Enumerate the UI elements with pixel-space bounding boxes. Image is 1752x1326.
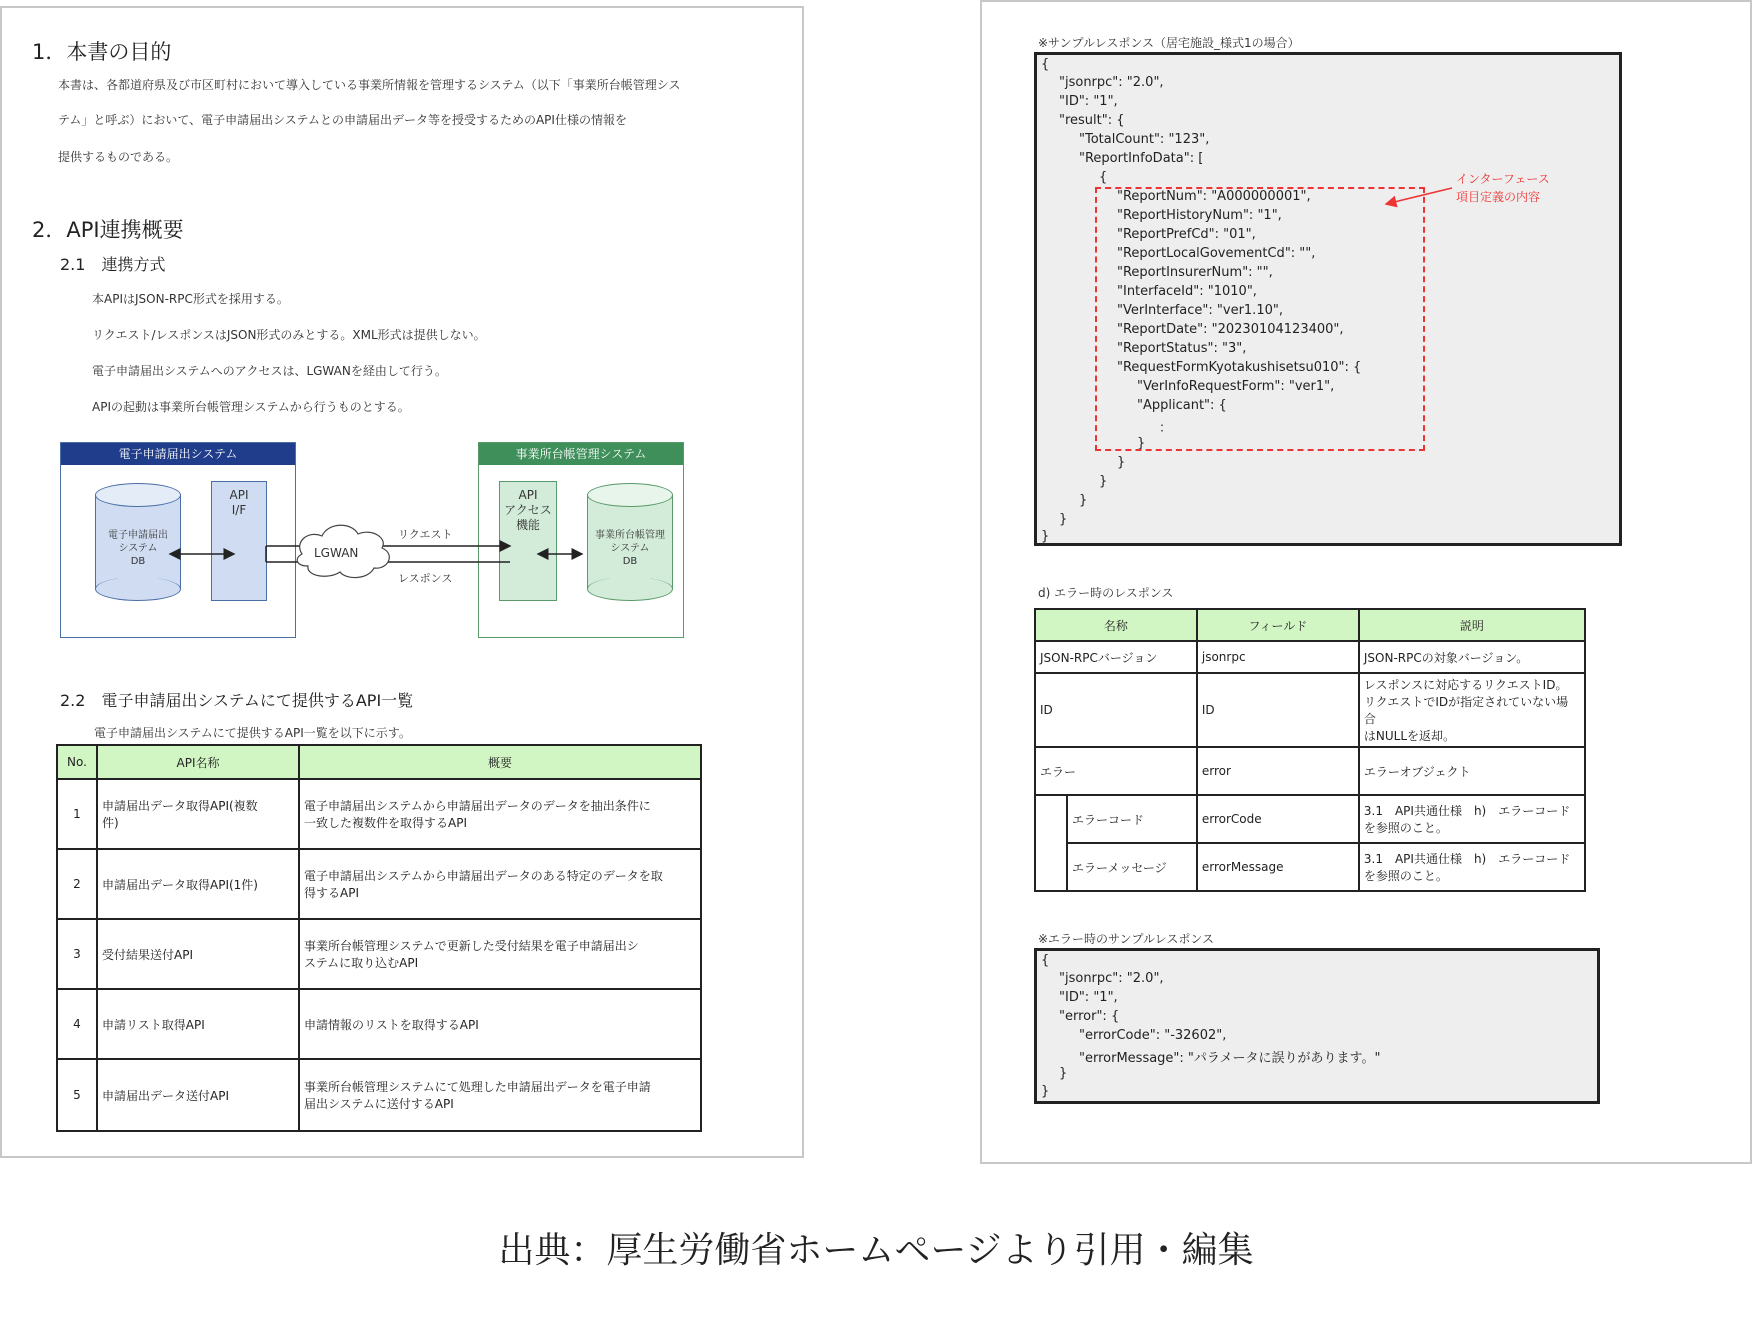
- col-api-name: API名称: [97, 745, 299, 779]
- row-field: errorCode: [1197, 795, 1359, 843]
- table-row: [57, 919, 701, 989]
- col-description: 説明: [1359, 609, 1585, 641]
- table-row: [1035, 673, 1585, 747]
- section-2-1-line-2: リクエスト/レスポンスはJSON形式のみとする。XML形式は提供しない。: [92, 328, 486, 342]
- code-line: "result": {: [1059, 113, 1125, 128]
- section-2-1-title: 2.1 連携方式: [60, 255, 166, 274]
- row-description: レスポンスに対応するリクエストID。 リクエストでIDが指定されていない場合 はNULLを返却。: [1359, 673, 1585, 747]
- code-line: }: [1041, 1084, 1050, 1099]
- col-summary: 概要: [299, 745, 701, 779]
- row-name: JSON-RPCバージョン: [1035, 641, 1197, 673]
- table-row: [1035, 843, 1585, 891]
- error-sample-code: [1034, 948, 1600, 1104]
- code-line: "RequestFormKyotakushisetsu010": {: [1117, 360, 1362, 375]
- ledger-db-label-3: DB: [622, 556, 638, 567]
- section-2-2-intro: 電子申請届出システムにて提供するAPI一覧を以下に示す。: [94, 726, 411, 740]
- request-label: リクエスト: [398, 528, 453, 541]
- document-page-right: [980, 0, 1752, 1164]
- row-no: 3: [57, 919, 97, 989]
- code-line: "jsonrpc": "2.0",: [1059, 75, 1164, 90]
- api-access-label-2: アクセス: [504, 503, 552, 517]
- row-no: 1: [57, 779, 97, 849]
- row-description: 3.1 API共通仕様 h) エラーコード を参照のこと。: [1359, 843, 1585, 891]
- section-2-1-line-4: APIの起動は事業所台帳管理システムから行うものとする。: [92, 400, 410, 414]
- electronic-db-label-1: 電子申請届出: [108, 530, 168, 541]
- code-line: {: [1041, 57, 1050, 72]
- row-name: ID: [1035, 673, 1197, 747]
- api-if-label-2: I/F: [231, 503, 247, 517]
- code-line: "Applicant": {: [1137, 398, 1227, 413]
- lgwan-label: LGWAN: [314, 546, 359, 560]
- ledger-system-header: 事業所台帳管理システム: [479, 443, 683, 465]
- sample-response-title: ※サンプルレスポンス（居宅施設_様式1の場合）: [1038, 36, 1300, 50]
- electronic-db-label-3: DB: [130, 556, 146, 567]
- code-line: "error": {: [1059, 1009, 1120, 1024]
- row-api-name: 申請届出データ送付API: [97, 1059, 299, 1131]
- table-row: [57, 779, 701, 849]
- row-name: エラーメッセージ: [1067, 843, 1197, 891]
- ledger-db-label-2: システム: [610, 543, 650, 554]
- row-no: 4: [57, 989, 97, 1059]
- code-line: }: [1059, 512, 1068, 527]
- row-field: ID: [1197, 673, 1359, 747]
- error-response-table: [1034, 608, 1586, 892]
- row-field: jsonrpc: [1197, 641, 1359, 673]
- section-1-line-1: 本書は、各都道府県及び市区町村において導入している事業所情報を管理するシステム（以下「事業所台帳管理シス: [58, 78, 681, 92]
- row-summary: 電子申請届出システムから申請届出データのデータを抽出条件に 一致した複数件を取得するAPI: [299, 779, 701, 849]
- code-line: }: [1041, 529, 1050, 544]
- ledger-db-label-1: 事業所台帳管理: [595, 530, 665, 541]
- row-description: エラーオブジェクト: [1359, 747, 1585, 795]
- section-2-1-line-3: 電子申請届出システムへのアクセスは、LGWANを経由して行う。: [92, 364, 447, 378]
- col-no: No.: [57, 745, 97, 779]
- code-line: "errorMessage": "パラメータに誤りがあります。": [1079, 1051, 1381, 1066]
- table-row: [57, 989, 701, 1059]
- annotation-arrow: [982, 2, 1752, 302]
- api-if-label-1: API: [229, 488, 249, 502]
- row-name: エラー: [1035, 747, 1197, 795]
- code-line: "TotalCount": "123",: [1079, 132, 1210, 147]
- api-access-label-3: 機能: [515, 518, 540, 532]
- code-line: }: [1117, 455, 1126, 470]
- indent-cell: [1035, 795, 1067, 891]
- row-no: 5: [57, 1059, 97, 1131]
- annotation-label: インターフェース 項目定義の内容: [1456, 172, 1550, 204]
- col-field: フィールド: [1197, 609, 1359, 641]
- api-access-label-1: API: [518, 488, 538, 502]
- code-line: }: [1059, 1066, 1068, 1081]
- table-row: [57, 849, 701, 919]
- code-line: }: [1137, 436, 1146, 451]
- code-line: "VerInfoRequestForm": "ver1",: [1137, 379, 1335, 394]
- source-caption: 出典：厚生労働省ホームページより引用・編集: [498, 1230, 1254, 1271]
- code-line: {: [1099, 170, 1108, 185]
- row-api-name: 申請届出データ取得API(1件): [97, 849, 299, 919]
- row-summary: 事業所台帳管理システムにて処理した申請届出データを電子申請 届出システムに送付するAPI: [299, 1059, 701, 1131]
- electronic-db-label-2: システム: [118, 543, 158, 554]
- table-row: [1035, 747, 1585, 795]
- code-line: "ReportHistoryNum": "1",: [1117, 208, 1282, 223]
- row-name: エラーコード: [1067, 795, 1197, 843]
- code-line: "ReportDate": "20230104123400",: [1117, 322, 1344, 337]
- code-line: "VerInterface": "ver1.10",: [1117, 303, 1283, 318]
- row-api-name: 受付結果送付API: [97, 919, 299, 989]
- table-row: [57, 1059, 701, 1131]
- row-field: errorMessage: [1197, 843, 1359, 891]
- row-api-name: 申請届出データ取得API(複数 件): [97, 779, 299, 849]
- document-page-left: [0, 6, 804, 1158]
- diagram-connectors: [2, 8, 806, 708]
- code-line: "ReportNum": "A000000001",: [1117, 189, 1311, 204]
- row-summary: 申請情報のリストを取得するAPI: [299, 989, 701, 1059]
- error-response-title: d) エラー時のレスポンス: [1038, 586, 1174, 600]
- code-line: "ReportInfoData": [: [1079, 151, 1204, 166]
- table-row: [1035, 795, 1585, 843]
- code-line: "ReportPrefCd": "01",: [1117, 227, 1256, 242]
- error-sample-title: ※エラー時のサンプルレスポンス: [1038, 932, 1214, 946]
- section-2-1-line-1: 本APIはJSON-RPC形式を採用する。: [92, 292, 289, 306]
- section-2-2-title: 2.2 電子申請届出システムにて提供するAPI一覧: [60, 691, 414, 710]
- row-field: error: [1197, 747, 1359, 795]
- electronic-system-header: 電子申請届出システム: [61, 443, 295, 465]
- row-description: JSON-RPCの対象バージョン。: [1359, 641, 1585, 673]
- code-line: "errorCode": "-32602",: [1079, 1028, 1227, 1043]
- code-line: "InterfaceId": "1010",: [1117, 284, 1257, 299]
- code-line: "ID": "1",: [1059, 990, 1118, 1005]
- section-1-line-3: 提供するものである。: [58, 150, 179, 164]
- code-line: "ReportLocalGovementCd": "",: [1117, 246, 1316, 261]
- api-list-table: [56, 744, 702, 1132]
- col-name: 名称: [1035, 609, 1197, 641]
- code-line: }: [1099, 474, 1108, 489]
- section-1-title: 1．本書の目的: [32, 40, 172, 64]
- code-line: }: [1079, 493, 1088, 508]
- row-api-name: 申請リスト取得API: [97, 989, 299, 1059]
- code-line: "ReportStatus": "3",: [1117, 341, 1247, 356]
- response-label: レスポンス: [398, 572, 453, 585]
- code-line: "jsonrpc": "2.0",: [1059, 971, 1164, 986]
- code-line: ：: [1159, 421, 1173, 436]
- section-1-line-2: テム」と呼ぶ）において、電子申請届出システムとの申請届出データ等を授受するためのAPI仕様の情報を: [58, 113, 627, 127]
- table-row: [1035, 641, 1585, 673]
- section-2-title: 2．API連携概要: [32, 218, 184, 242]
- row-description: 3.1 API共通仕様 h) エラーコード を参照のこと。: [1359, 795, 1585, 843]
- row-summary: 事業所台帳管理システムで更新した受付結果を電子申請届出シ ステムに取り込むAPI: [299, 919, 701, 989]
- row-summary: 電子申請届出システムから申請届出データのある特定のデータを取 得するAPI: [299, 849, 701, 919]
- code-line: "ID": "1",: [1059, 94, 1118, 109]
- code-line: {: [1041, 953, 1050, 968]
- row-no: 2: [57, 849, 97, 919]
- code-line: "ReportInsurerNum": "",: [1117, 265, 1273, 280]
